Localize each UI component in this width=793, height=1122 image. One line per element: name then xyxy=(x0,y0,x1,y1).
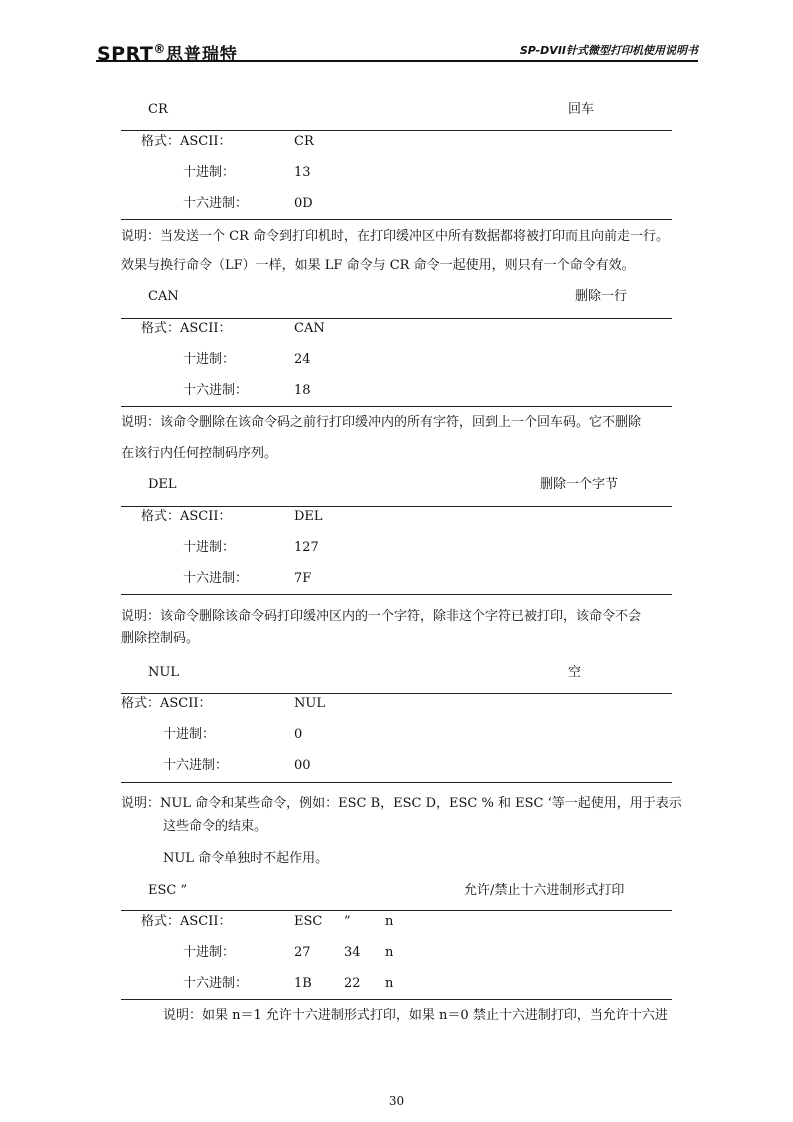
description-line: 说明：该命令删除该命令码打印缓冲区内的一个字符，除非这个字符已被打印，该命令不会 xyxy=(121,609,642,624)
format-ascii-label: 格式：ASCII： xyxy=(141,134,232,149)
description-line: 说明：当发送一个 CR 命令到打印机时，在打印缓冲区中所有数据都将被打印而且向前走一行。 xyxy=(121,229,670,244)
hex-label: 十六进制： xyxy=(183,976,249,991)
ascii-value: n xyxy=(385,914,394,929)
section-divider xyxy=(121,406,672,407)
section-divider xyxy=(121,782,672,783)
description-line: 在该行内任何控制码序列。 xyxy=(121,446,278,461)
command-description: 允许/禁止十六进制形式打印 xyxy=(464,883,625,898)
hex-label: 十六进制： xyxy=(183,196,249,211)
section-divider xyxy=(121,130,672,131)
decimal-label: 十进制： xyxy=(183,352,236,367)
command-name: CAN xyxy=(148,289,179,304)
command-name: CR xyxy=(148,102,168,117)
description-line: 说明：NUL 命令和某些命令，例如：ESC B，ESC D，ESC % 和 ESC ‘等一起使用，用于表示 xyxy=(121,796,682,811)
decimal-value: 27 xyxy=(294,945,311,960)
command-description: 删除一行 xyxy=(575,289,628,304)
ascii-value: CR xyxy=(294,134,314,149)
ascii-value: ESC xyxy=(294,914,323,929)
brand-name: SPRT xyxy=(97,43,154,65)
brand-name-cn: 思普瑞特 xyxy=(165,45,238,65)
section-divider xyxy=(121,910,672,911)
hex-value: 0D xyxy=(294,196,313,211)
description-line: 效果与换行命令（LF）一样，如果 LF 命令与 CR 命令一起使用，则只有一个命令有效。 xyxy=(121,258,635,273)
ascii-value: CAN xyxy=(294,321,325,336)
document-title: SP-DVII针式微型打印机使用说明书 xyxy=(519,44,698,57)
command-description: 删除一个字节 xyxy=(540,477,619,492)
section-divider xyxy=(121,999,672,1000)
section-divider xyxy=(121,693,672,694)
ascii-value: NUL xyxy=(294,696,325,711)
format-ascii-label: 格式：ASCII： xyxy=(141,509,232,524)
command-name: ESC ” xyxy=(148,883,188,898)
decimal-value: 24 xyxy=(294,352,311,367)
hex-value: 00 xyxy=(294,758,311,773)
format-ascii-label: 格式：ASCII： xyxy=(121,696,212,711)
hex-value: 1B xyxy=(294,976,312,991)
hex-label: 十六进制： xyxy=(183,383,249,398)
hex-value: 18 xyxy=(294,383,311,398)
section-divider xyxy=(121,318,672,319)
decimal-label: 十进制： xyxy=(183,165,236,180)
decimal-label: 十进制： xyxy=(163,727,216,742)
hex-label: 十六进制： xyxy=(163,758,229,773)
hex-value: n xyxy=(385,976,394,991)
section-divider xyxy=(121,506,672,507)
hex-label: 十六进制： xyxy=(183,571,249,586)
decimal-value: 127 xyxy=(294,540,319,555)
ascii-value: ” xyxy=(344,914,351,929)
command-description: 空 xyxy=(568,665,582,680)
decimal-label: 十进制： xyxy=(183,945,236,960)
description-line: 说明：如果 n＝1 允许十六进制形式打印，如果 n＝0 禁止十六进制打印，当允许十六进 xyxy=(163,1008,668,1023)
hex-value: 22 xyxy=(344,976,361,991)
hex-value: 7F xyxy=(294,571,312,586)
decimal-label: 十进制： xyxy=(183,540,236,555)
command-name: NUL xyxy=(148,665,179,680)
section-divider xyxy=(121,219,672,220)
page-number: 30 xyxy=(388,1094,405,1108)
description-line: 删除控制码。 xyxy=(121,631,200,646)
description-line: NUL 命令单独时不起作用。 xyxy=(163,851,329,866)
decimal-value: 13 xyxy=(294,165,311,180)
command-description: 回车 xyxy=(568,102,595,117)
format-ascii-label: 格式：ASCII： xyxy=(141,914,232,929)
description-line: 这些命令的结束。 xyxy=(163,819,268,834)
decimal-value: n xyxy=(385,945,394,960)
command-name: DEL xyxy=(148,477,177,492)
section-divider xyxy=(121,594,672,595)
registered-mark: ® xyxy=(153,42,166,56)
header-divider xyxy=(96,60,698,62)
format-ascii-label: 格式：ASCII： xyxy=(141,321,232,336)
decimal-value: 0 xyxy=(294,727,303,742)
ascii-value: DEL xyxy=(294,509,323,524)
decimal-value: 34 xyxy=(344,945,361,960)
description-line: 说明：该命令删除在该命令码之前行打印缓冲内的所有字符，回到上一个回车码。它不删除 xyxy=(121,415,642,430)
